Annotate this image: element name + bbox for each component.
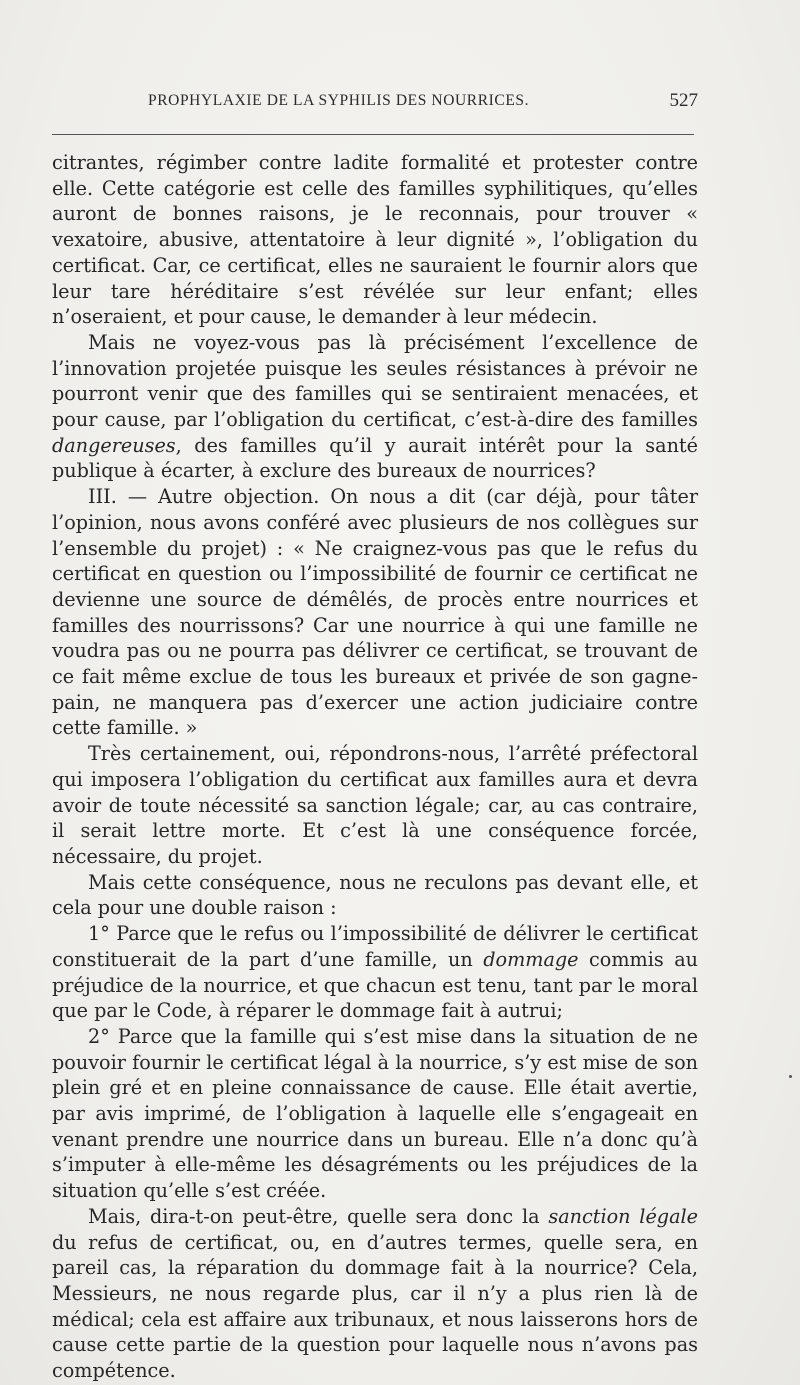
paragraph xyxy=(52,741,698,870)
paragraph-text: Mais cette conséquence, nous ne reculons pas devant elle, et cela pour une double raison : xyxy=(52,870,698,920)
paragraph xyxy=(52,1024,698,1204)
paragraph xyxy=(52,921,698,1024)
paragraph xyxy=(52,484,698,741)
paragraph-text: , des familles qu’il y aurait intérêt pour la santé publique à écarter, à exclure des bureaux de nourrices? xyxy=(52,433,698,483)
paragraph-text: du refus de certificat, ou, en d’autres termes, quelle sera, en pareil cas, la réparation du dommage fait à la nourrice? Cela, Messieurs, ne nous regarde plus, car il n’y a plus rien là de médical; cela est affaire aux tribunaux, et nous laisserons hors de cause cette partie de la question pour laquelle nous n’avons pas compétence. xyxy=(52,1230,698,1383)
paragraph xyxy=(52,870,698,921)
paragraph-text: citrantes, régimber contre ladite formalité et protester contre elle. Cette catégorie est celle des familles syphilitiques, qu’elles auront de bonnes raisons, je le reconnais, pour trouver « vexatoire, abusive, attentatoire à leur dignité », l’obligation du certificat. Car, ce certificat, elles ne sauraient le fournir alors que leur tare héréditaire s’est révélée sur leur enfant; elles n’oseraient, et pour cause, le demander à leur médecin. xyxy=(52,151,698,329)
paragraph xyxy=(52,330,698,484)
page-header xyxy=(148,92,698,116)
page-number: 527 xyxy=(669,90,698,111)
header-rule xyxy=(52,134,694,135)
margin-speck xyxy=(789,1075,792,1078)
paragraph-text: commis au préjudice de la nourrice, et que chacun est tenu, tant par le moral que par le Code, à réparer le dommage fait à autrui; xyxy=(52,947,698,1023)
italic-text: dangereuses xyxy=(52,433,176,457)
italic-text: dommage xyxy=(483,947,579,971)
running-title: PROPHYLAXIE DE LA SYPHILIS DES NOURRICES. xyxy=(148,92,530,109)
paragraph-text: Mais ne voyez-vous pas là précisément l’excellence de l’innovation projetée puisque les seules résistances à prévoir ne pourront venir que des familles qui se sentiraient menacées, et pour cause, par l’obligation du certificat, c’est-à-dire des familles xyxy=(52,330,698,432)
paragraph-text: Mais, dira-t-on peut-être, quelle sera donc la xyxy=(88,1204,549,1228)
paragraph-text: Très certainement, oui, répondrons-nous, l’arrêté préfectoral qui imposera l’obligation du certificat aux familles aura et devra avoir de toute nécessité sa sanction légale; car, au cas contraire, il serait lettre morte. Et c’est là une conséquence forcée, nécessaire, du projet. xyxy=(52,742,698,868)
body-text xyxy=(52,150,698,1384)
italic-text: sanction légale xyxy=(548,1204,699,1228)
paragraph xyxy=(52,150,698,330)
paragraph xyxy=(52,1204,698,1384)
paragraph-text: 1° Parce que le refus ou l’impossibilité de délivrer le certificat constituerait de la part d’une famille, un xyxy=(52,922,698,971)
paragraph-text: 2° Parce que la famille qui s’est mise dans la situation de ne pouvoir fournir le certificat légal à la nourrice, s’y est mise de son plein gré et en pleine connaissance de cause. Elle était avertie, par avis imprimé, de l’obligation à laquelle elle s’engageait en venant prendre une nourrice dans un bureau. Elle n’a donc qu’à s’imputer à elle-même les désagréments ou les préjudices de la situation qu’elle s’est créée. xyxy=(52,1024,698,1203)
paragraph-text: III. — Autre objection. On nous a dit (car déjà, pour tâter l’opinion, nous avons conféré avec plusieurs de nos collègues sur l’ensemble du projet) : « Ne craignez-vous pas que le refus du certificat en question ou l’impossibilité de fournir ce certificat ne devienne une source de démêlés, de procès entre nourrices et familles des nourrissons? Car une nourrice à qui une famille ne voudra pas ou ne pourra pas délivrer ce certificat, se trouvant de ce fait même exclue de tous les bureaux et privée de son gagne-pain, ne manquera pas d’exercer une action judiciaire contre cette famille. » xyxy=(52,485,698,740)
